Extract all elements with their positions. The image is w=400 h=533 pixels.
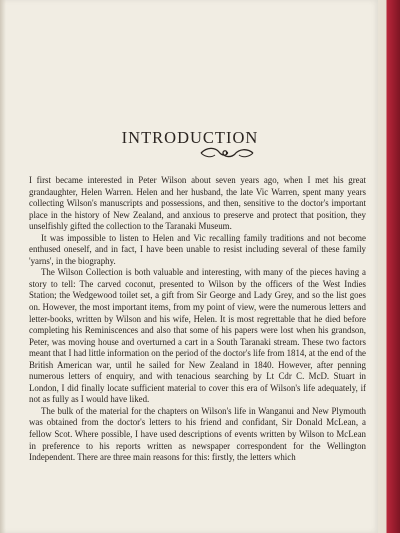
introduction-body bbox=[29, 175, 366, 464]
paragraph: I first became interested in Peter Wilson about seven years ago, when I met his great grandaughter, Helen Warren. Helen and her husband, the late Vic Warren, spent many years collecting Wilson's manuscripts and possessions, and then, sensitive to the doctor's important place in the history of New Zealand, and anxious to preserve and protect that position, they unselfishly gifted the collection to the Taranaki Museum. bbox=[29, 175, 366, 232]
paragraph: The Wilson Collection is both valuable and interesting, with many of the pieces having a story to tell: The carved coconut, presented to Wilson by the officers of the West Indies Station; the Wedgewood toilet set, a gift from Sir George and Lady Grey, and so the list goes on. However, the most important items, from my point of view, were the numerous letters and letter-books, written by Wilson and his wife, Helen. It is most regrettable that he died before completing his Reminiscences and also that some of his papers were lost when his grandson, Peter, was moving house and overturned a cart in a South Taranaki stream. These two factors meant that I had little information on the period of the doctor's life from 1814, at the end of the British American war, until he sailed for New Zealand in 1840. However, after penning numerous letters of enquiry, and with tenacious searching by Lt Cdr C. McD. Stuart in London, I did finally locate sufficient material to cover this era of Wilson's life adequately, if not as fully as I would have liked. bbox=[29, 267, 366, 405]
paragraph: It was impossible to listen to Helen and Vic recalling family traditions and not become enthused oneself, and in fact, I have been unable to resist including several of these family 'yarns', in the biography. bbox=[29, 232, 366, 266]
gutter-shadow bbox=[0, 0, 6, 533]
book-cover-edge bbox=[378, 0, 400, 533]
paragraph: The bulk of the material for the chapters on Wilson's life in Wanganui and New Plymouth was obtained from the doctor's letters to his friend and confidant, Sir Donald McLean, a fellow Scot. Where possible, I have used descriptions of events written by Wilson to McLean in preference to his reports written as newspaper correspondent for the Wellington Independent. There are three main reasons for this: firstly, the letters which bbox=[29, 405, 366, 463]
page-title: INTRODUCTION bbox=[121, 128, 259, 147]
scroll-flourish-icon bbox=[197, 146, 257, 160]
